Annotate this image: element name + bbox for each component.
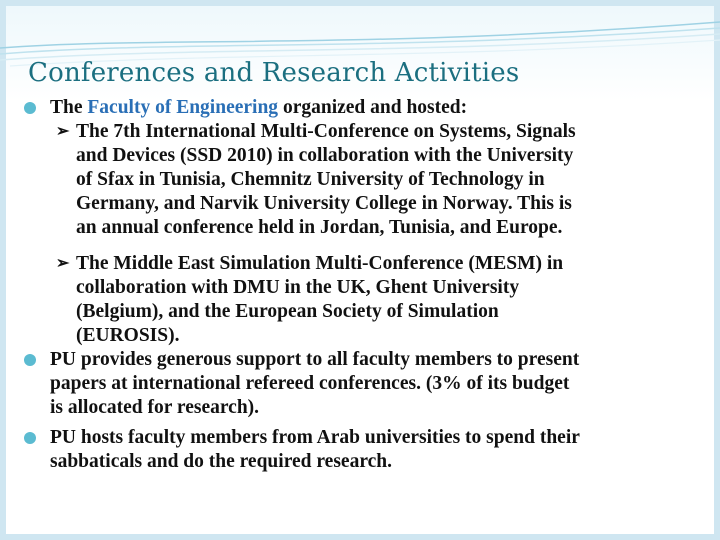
bullet-marker [24,432,36,444]
bullet-2-line: is allocated for research). [50,397,260,418]
sub-bullet-2-line: The Middle East Simulation Multi-Conference (MESM) in [76,253,564,274]
sub-bullet-2-line: (Belgium), and the European Society of Simulation [76,301,499,322]
arrow-bullet-icon: ➢ [56,123,70,140]
sub-bullet-2-line: collaboration with DMU in the UK, Ghent University [76,277,520,298]
sub-bullet-1-line: Germany, and Narvik University College in Norway. This is [76,193,572,214]
bullet-3-line: sabbaticals and do the required research. [50,451,393,472]
sub-bullet-1-line: an annual conference held in Jordan, Tunisia, and Europe. [76,217,563,238]
slide-title: Conferences and Research Activities [28,58,520,88]
sub-bullet-2-line: (EUROSIS). [76,325,180,346]
sub-bullet-1-line: of Sfax in Tunisia, Chemnitz University of Technology in [76,169,545,190]
sub-bullet-1-line: The 7th International Multi-Conference on Systems, Signals [76,121,576,142]
bullet-marker [24,102,36,114]
bullet-marker [24,354,36,366]
arrow-bullet-icon: ➢ [56,255,70,272]
sub-bullet-1-line: and Devices (SSD 2010) in collaboration with the University [76,145,574,166]
faculty-highlight: Faculty of Engineering [87,97,279,118]
bullet-2-line: papers at international refereed conferences. (3% of its budget [50,373,570,394]
bullet-2-line: PU provides generous support to all faculty members to present [50,349,580,370]
bullet-3-line: PU hosts faculty members from Arab universities to spend their [50,427,580,448]
bullet-1-text: The Faculty of Engineering organized and hosted: [50,97,468,118]
